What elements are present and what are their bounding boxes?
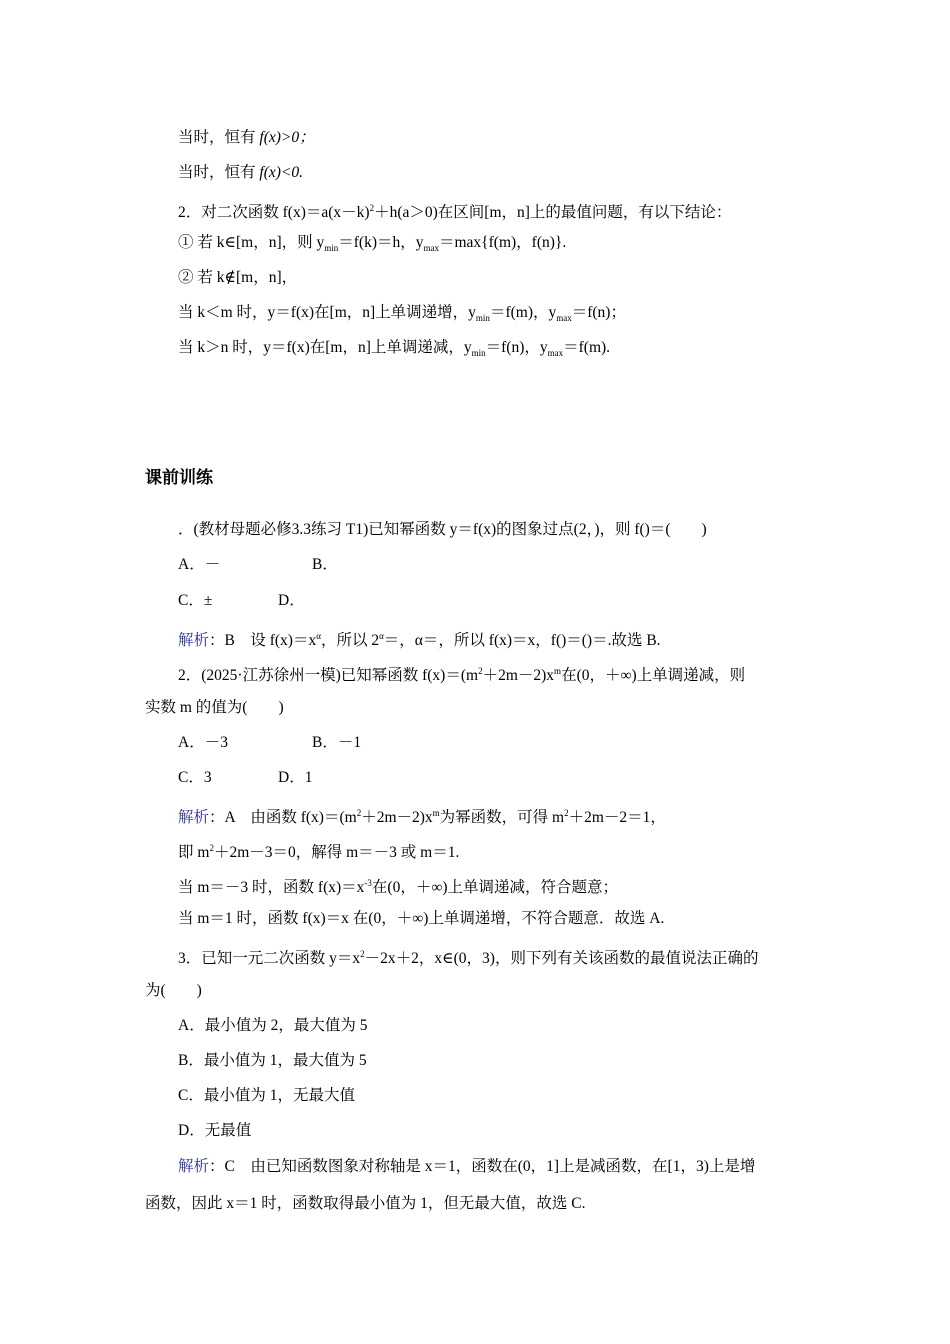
- question-2-option-b: B．－1: [312, 734, 362, 751]
- question-3-stem-cont: 为( ): [145, 982, 202, 999]
- text: ＝，α＝，所以 f(x)＝x，f()＝()＝.故选 B.: [383, 632, 661, 650]
- question-1-stem: ．(教材母题必修3.3练习 T1)已知幂函数 y＝f(x)的图象过点(2，)，则 f()＝( ): [178, 521, 707, 538]
- subscript: max: [423, 243, 439, 254]
- question-1-option-b: B．: [312, 556, 338, 573]
- subscript: min: [471, 348, 486, 359]
- superscript: m: [432, 808, 440, 818]
- text: ＝f(n)，y: [485, 339, 548, 356]
- text: ＝f(n)；: [571, 304, 626, 321]
- question-2-analysis-line2: [178, 838, 459, 863]
- text: ：B 设 f(x)＝x: [209, 632, 317, 650]
- formula: f(x)<0.: [259, 164, 303, 181]
- text: 当时，恒有: [178, 164, 260, 181]
- text: 在(0，＋∞)上单调递减，则: [561, 667, 746, 685]
- text: 2．(2025·江苏徐州一模)已知幂函数 f(x)＝(m: [178, 667, 479, 685]
- analysis-label: 解析: [178, 1158, 210, 1175]
- question-1-option-a: A．－: [178, 556, 221, 573]
- text: 即 m: [178, 844, 210, 862]
- superscript: -3: [364, 878, 372, 888]
- text: ＝f(k)＝h，y: [338, 234, 424, 251]
- text: ＋2m－3＝0，解得 m＝－3 或 m＝1.: [213, 844, 460, 862]
- text: 2．对二次函数: [178, 204, 283, 222]
- question-2-stem-cont: 实数 m 的值为( ): [145, 699, 284, 716]
- question-2-option-d: D．1: [278, 769, 313, 786]
- subscript: max: [547, 348, 564, 359]
- text-line: ② 若 k∉[m，n]，: [178, 269, 298, 286]
- superscript: 2: [369, 203, 375, 213]
- superscript: 2: [209, 843, 214, 853]
- text: 当 m＝－3 时，函数 f(x)＝x: [178, 879, 365, 897]
- subscript: min: [324, 243, 339, 254]
- question-3-analysis: [178, 1157, 755, 1177]
- question-3-option-b: B．最小值为 1，最大值为 5: [178, 1052, 367, 1069]
- question-1-analysis: [178, 626, 661, 651]
- text-line: [178, 338, 610, 363]
- superscript: 2: [564, 808, 569, 818]
- text: ① 若 k∈[m，n]，则 y: [178, 234, 325, 251]
- text: ＝max{f(m)，f(n)}.: [439, 234, 567, 251]
- analysis-label: 解析: [178, 632, 210, 650]
- text: ，所以 2: [320, 632, 380, 650]
- text: ＋2m－2)x: [482, 667, 555, 685]
- text: ＋2m－2＝1，: [568, 809, 666, 827]
- superscript: 2: [478, 666, 483, 676]
- text: ：C 由已知函数图象对称轴是 x＝1，函数在(0，1]上是减函数，在[1，3)上是增: [209, 1158, 756, 1175]
- text: 为幂函数，可得 m: [439, 809, 565, 827]
- question-2-option-c: C．3: [178, 769, 212, 786]
- text-line: [178, 233, 566, 258]
- question-3-option-c: C．最小值为 1，无最大值: [178, 1087, 355, 1104]
- question-1-option-d: D．: [278, 592, 305, 609]
- text: 当 k＞n 时，y＝f(x)在[m，n]上单调递减，y: [178, 339, 472, 356]
- text: ＋h(a＞0)在区间[m，n]上的最值问题，有以下结论：: [374, 204, 732, 222]
- subscript: max: [556, 313, 572, 324]
- subscript: min: [475, 313, 490, 324]
- text: ＋2m－2)x: [361, 809, 433, 827]
- text: 当时，恒有: [178, 129, 260, 146]
- text: 在(0，＋∞)上单调递减，符合题意；: [371, 879, 619, 897]
- question-2-analysis-line3: [178, 873, 618, 898]
- text: 当 k＜m 时，y＝f(x)在[m，n]上单调递增，y: [178, 304, 476, 321]
- question-2-stem: [178, 661, 745, 686]
- text: －2x＋2，x∈(0，3)，则下列有关该函数的最值说法正确的: [364, 950, 759, 968]
- text: ＝f(m).: [563, 339, 611, 356]
- superscript: 2: [360, 949, 365, 959]
- text-line: [178, 128, 315, 148]
- question-3-option-d: D．无最值: [178, 1122, 252, 1139]
- text: ：A 由函数 f(x)＝(m: [209, 809, 357, 827]
- superscript: α: [316, 631, 321, 641]
- text-line: [178, 163, 303, 183]
- analysis-label: 解析: [178, 809, 210, 827]
- text-line: [178, 198, 731, 223]
- formula: f(x)＝a(x－k): [282, 204, 370, 222]
- question-3-stem: [178, 944, 758, 969]
- question-2-option-a: A．－3: [178, 734, 228, 751]
- question-1-option-c: C．±: [178, 592, 213, 609]
- section-heading: 课前训练: [145, 468, 213, 488]
- question-2-analysis-line4: 当 m＝1 时，函数 f(x)＝x 在(0，＋∞)上单调递增，不符合题意．故选 A.: [178, 910, 665, 927]
- superscript: 2: [356, 808, 362, 818]
- superscript: m: [554, 666, 562, 676]
- text: 3．已知一元二次函数 y＝x: [178, 950, 361, 968]
- superscript: α: [379, 631, 384, 641]
- formula: f(x)>0；: [259, 129, 315, 146]
- question-3-option-a: A．最小值为 2，最大值为 5: [178, 1017, 368, 1034]
- question-3-analysis-line2: 函数，因此 x＝1 时，函数取得最小值为 1，但无最大值，故选 C.: [145, 1195, 586, 1212]
- question-2-analysis: [178, 803, 666, 828]
- text-line: [178, 303, 626, 328]
- text: ＝f(m)，y: [489, 304, 557, 321]
